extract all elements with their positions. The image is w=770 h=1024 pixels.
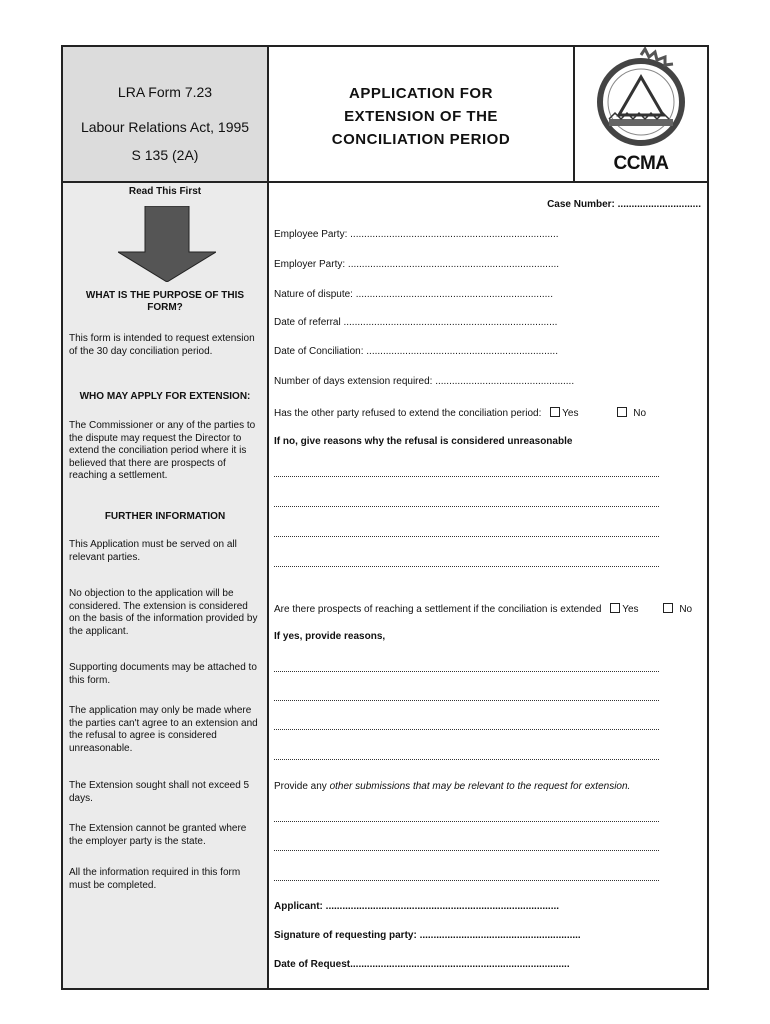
act-name: Labour Relations Act, 1995 [80,119,250,135]
application-form [61,45,709,990]
submission-line[interactable] [274,880,659,881]
info-supporting: Supporting documents may be attached to this form. [69,662,257,686]
info-serve: This Application must be served on all relevant parties. [69,539,237,563]
signature-field[interactable]: Signature of requesting party: .......................................................... [274,930,581,941]
prospects-no-label: No [679,604,693,615]
info-objection: No objection to the application will be considered. The extension is considered on the basis of the information provided by the applicant. [69,588,258,637]
prospects-yes-checkbox[interactable] [610,603,620,613]
prospects-no-checkbox[interactable] [663,603,673,613]
title-line-1: APPLICATION FOR [349,85,493,102]
who-heading: WHO MAY APPLY FOR EXTENSION: [79,391,251,402]
prospects-reason-line[interactable] [274,700,659,701]
purpose-heading-1: WHAT IS THE PURPOSE OF THIS [85,290,245,301]
read-first-heading: Read This First [128,186,202,197]
case-number-field[interactable]: Case Number: .............................. [547,199,701,210]
refused-yes-checkbox[interactable] [550,407,560,417]
applicant-field[interactable]: Applicant: .................................................................................... [274,901,560,912]
date-of-conciliation-field[interactable]: Date of Conciliation: ..................................................................... [274,346,558,357]
info-five-days: The Extension sought shall not exceed 5 days. [69,780,250,804]
refused-no-label: No [633,408,647,419]
submissions-italic: other submissions that may be relevant to the request for extension. [329,781,631,792]
employer-party-field[interactable]: Employer Party: ............................................................................ [274,259,560,270]
refusal-reason-line[interactable] [274,536,659,537]
form-fields [269,183,709,988]
refusal-reason-line[interactable] [274,476,659,477]
form-title [269,47,573,183]
nature-of-dispute-field[interactable]: Nature of dispute: ....................................................................... [274,289,553,300]
refusal-reason-line[interactable] [274,506,659,507]
down-arrow-icon [118,206,216,282]
employee-party-field[interactable]: Employee Party: ........................................................................... [274,229,559,240]
instructions-sidebar [63,183,269,988]
reasons-refusal-heading: If no, give reasons why the refusal is considered unreasonable [274,436,573,447]
refused-question-text: Has the other party refused to extend the conciliation period: [274,408,542,419]
refused-no-checkbox[interactable] [617,407,627,417]
date-of-request-field[interactable]: Date of Request............................................................................... [274,959,570,970]
submission-line[interactable] [274,850,659,851]
refused-yes-label: Yes [562,408,579,419]
refused-question [274,407,646,419]
submissions-prompt [274,781,630,792]
prospects-reason-line[interactable] [274,759,659,760]
purpose-text: This form is intended to request extension of the 30 day conciliation period. [69,333,255,357]
title-line-2: EXTENSION OF THE [344,108,498,125]
prospects-yes-label: Yes [622,604,639,615]
ccma-logo [573,47,707,183]
submission-line[interactable] [274,821,659,822]
further-heading: FURTHER INFORMATION [104,511,226,522]
prospects-reason-line[interactable] [274,671,659,672]
info-unreasonable: The application may only be made where the parties can't agree to an extension and the refusal to agree is considered unreasonable. [69,705,258,754]
info-state: The Extension cannot be granted where the employer party is the state. [69,823,247,847]
act-section: S 135 (2A) [131,147,199,163]
refusal-reason-line[interactable] [274,566,659,567]
purpose-heading-2: FORM? [147,302,183,313]
submissions-prefix: Provide any [274,781,330,792]
prospects-question-text: Are there prospects of reaching a settlement if the conciliation is extended [274,604,602,615]
title-line-3: CONCILIATION PERIOD [331,131,511,148]
date-of-referral-field[interactable]: Date of referral ............................................................................. [274,317,558,328]
form-number: LRA Form 7.23 [117,84,213,100]
form-info-block [63,47,269,183]
who-text: The Commissioner or any of the parties to the dispute may request the Director to extend the conciliation period where it is believed that there are prospects of reaching a settlement. [69,420,256,481]
if-yes-heading: If yes, provide reasons, [274,631,386,642]
ccma-emblem-icon [575,47,705,153]
days-extension-field[interactable]: Number of days extension required: .................................................. [274,376,575,387]
prospects-reason-line[interactable] [274,729,659,730]
info-complete: All the information required in this form must be completed. [69,867,241,891]
logo-text: CCMA [613,153,669,174]
prospects-question [274,603,692,615]
